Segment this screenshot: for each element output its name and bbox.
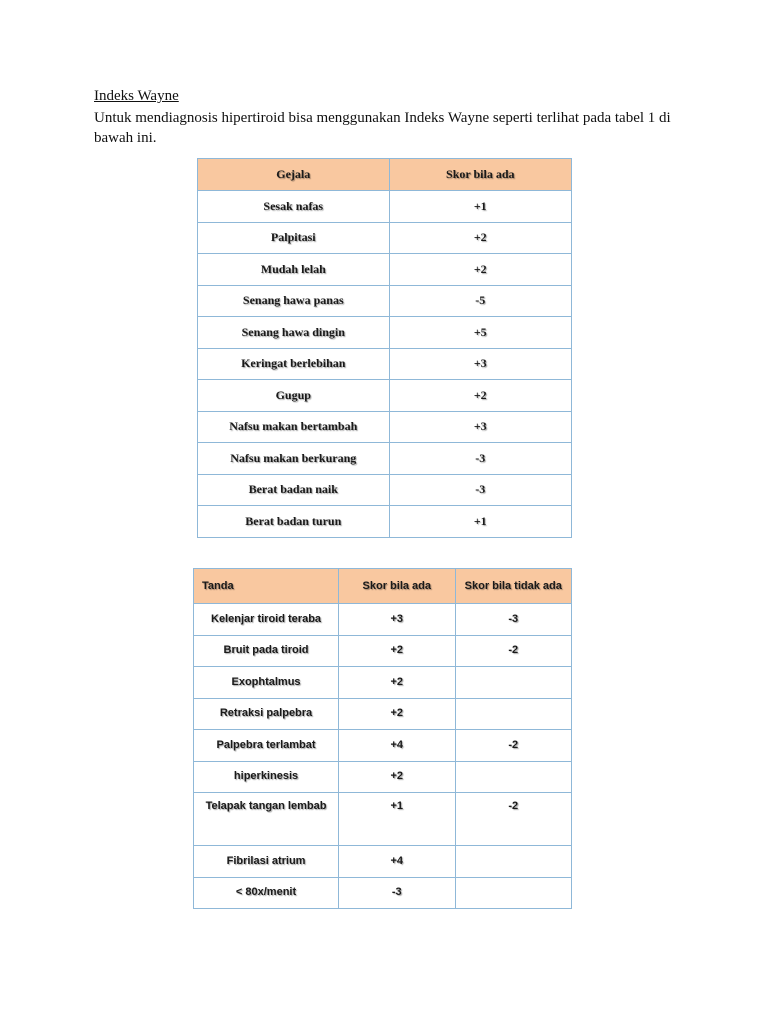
table-header-row — [194, 569, 572, 604]
table-row — [198, 348, 572, 380]
score-present-cell: +2 — [339, 635, 455, 667]
score-present-cell: -3 — [339, 877, 455, 909]
table-row — [198, 254, 572, 286]
tanda-cell: Palpebra terlambat — [194, 730, 339, 762]
score-cell: +1 — [389, 506, 571, 538]
tanda-cell: Bruit pada tiroid — [194, 635, 339, 667]
tanda-cell: Retraksi palpebra — [194, 698, 339, 730]
score-present-cell: +1 — [339, 793, 455, 846]
score-present-cell: +2 — [339, 698, 455, 730]
score-absent-cell — [455, 877, 572, 909]
gejala-table — [197, 158, 572, 538]
tanda-cell: Kelenjar tiroid teraba — [194, 604, 339, 636]
score-present-cell: +4 — [339, 730, 455, 762]
gejala-cell: Senang hawa panas — [198, 285, 390, 317]
score-present-cell: +2 — [339, 667, 455, 699]
score-absent-cell: -3 — [455, 604, 572, 636]
table-row — [194, 604, 572, 636]
tanda-cell: Fibrilasi atrium — [194, 846, 339, 878]
score-cell: +2 — [389, 254, 571, 286]
score-cell: +1 — [389, 191, 571, 223]
tanda-cell: Telapak tangan lembab — [194, 793, 339, 846]
table-row — [194, 635, 572, 667]
tanda-cell: hiperkinesis — [194, 761, 339, 793]
score-cell: -3 — [389, 443, 571, 475]
gejala-cell: Nafsu makan berkurang — [198, 443, 390, 475]
gejala-cell: Keringat berlebihan — [198, 348, 390, 380]
score-cell: +5 — [389, 317, 571, 349]
table-row — [194, 793, 572, 846]
gejala-cell: Nafsu makan bertambah — [198, 411, 390, 443]
tanda-cell: Exophtalmus — [194, 667, 339, 699]
table-row — [198, 191, 572, 223]
gejala-cell: Gugup — [198, 380, 390, 412]
gejala-cell: Mudah lelah — [198, 254, 390, 286]
table-row — [198, 380, 572, 412]
column-header-tanda: Tanda — [194, 569, 339, 604]
table-header-row — [198, 159, 572, 191]
table-row — [198, 285, 572, 317]
score-cell: +3 — [389, 411, 571, 443]
gejala-cell: Berat badan naik — [198, 474, 390, 506]
score-absent-cell — [455, 667, 572, 699]
tanda-cell: < 80x/menit — [194, 877, 339, 909]
score-cell: +3 — [389, 348, 571, 380]
tanda-table — [193, 568, 572, 909]
score-cell: -5 — [389, 285, 571, 317]
table-row — [194, 761, 572, 793]
score-absent-cell — [455, 846, 572, 878]
table-row — [198, 317, 572, 349]
table-row — [194, 877, 572, 909]
column-header-skor-bila-ada: Skor bila ada — [339, 569, 455, 604]
table-row — [198, 474, 572, 506]
gejala-cell: Palpitasi — [198, 222, 390, 254]
score-absent-cell — [455, 698, 572, 730]
score-present-cell: +3 — [339, 604, 455, 636]
score-cell: -3 — [389, 474, 571, 506]
column-header-gejala: Gejala — [198, 159, 390, 191]
gejala-cell: Senang hawa dingin — [198, 317, 390, 349]
table-row — [198, 411, 572, 443]
intro-paragraph: Untuk mendiagnosis hipertiroid bisa menggunakan Indeks Wayne seperti terlihat pada tabel 1 di bawah ini. — [94, 110, 671, 146]
column-header-skor-bila-tidak-ada: Skor bila tidak ada — [455, 569, 572, 604]
score-present-cell: +2 — [339, 761, 455, 793]
gejala-cell: Berat badan turun — [198, 506, 390, 538]
table-row — [194, 667, 572, 699]
gejala-cell: Sesak nafas — [198, 191, 390, 223]
table-row — [198, 506, 572, 538]
table-row — [194, 698, 572, 730]
table-row — [194, 730, 572, 762]
score-absent-cell: -2 — [455, 730, 572, 762]
section-heading: Indeks Wayne — [94, 88, 179, 104]
score-absent-cell — [455, 761, 572, 793]
score-absent-cell: -2 — [455, 793, 572, 846]
column-header-skor-bila-ada: Skor bila ada — [389, 159, 571, 191]
score-cell: +2 — [389, 222, 571, 254]
table-row — [198, 222, 572, 254]
table-row — [198, 443, 572, 475]
score-present-cell: +4 — [339, 846, 455, 878]
score-cell: +2 — [389, 380, 571, 412]
score-absent-cell: -2 — [455, 635, 572, 667]
table-row — [194, 846, 572, 878]
